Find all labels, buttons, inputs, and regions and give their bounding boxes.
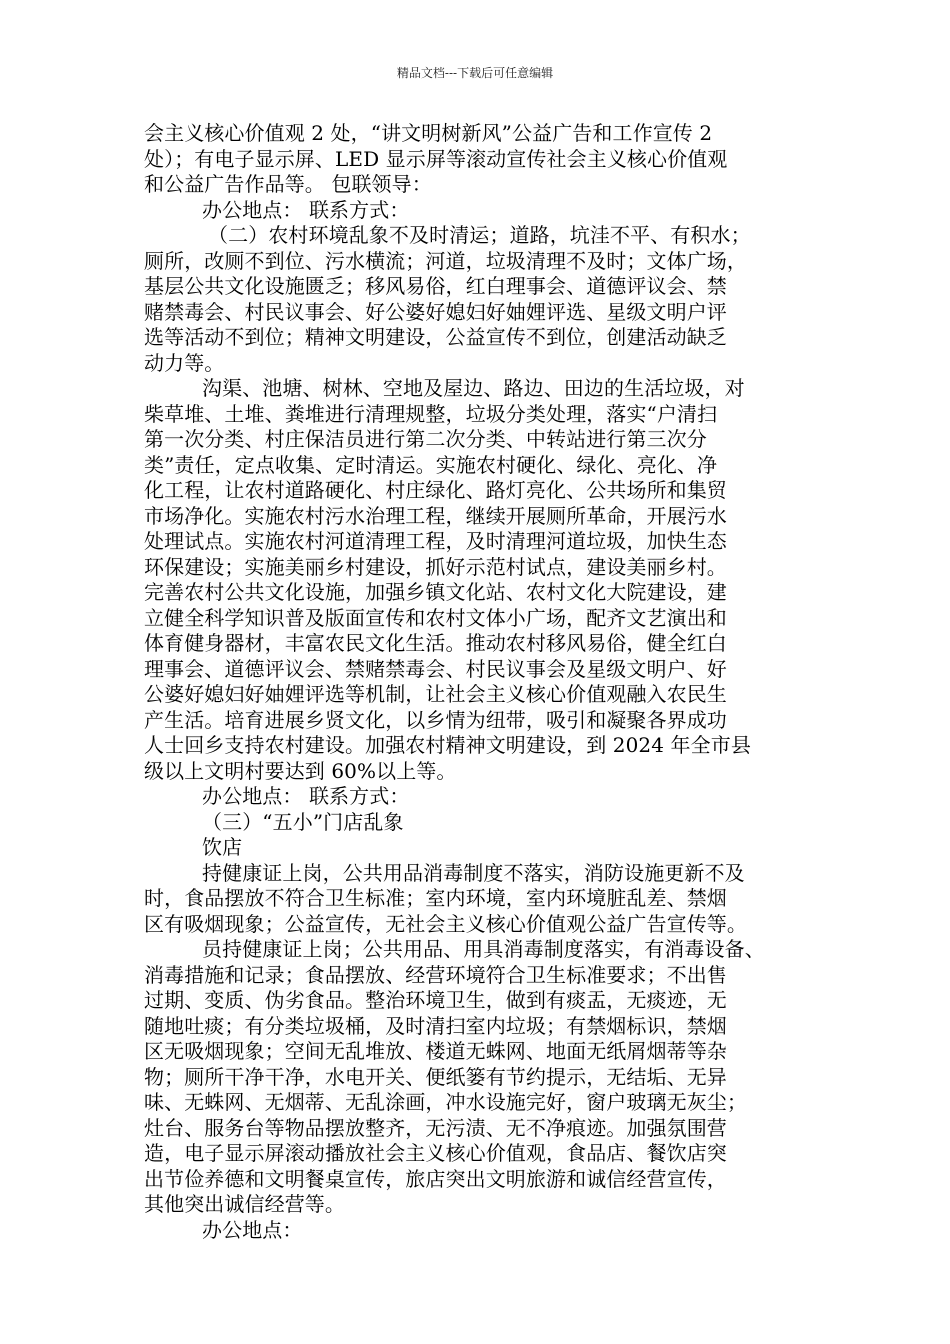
paragraph-start: 持健康证上岗，公共用品消毒制度不落实，消防设施更新不及 xyxy=(202,860,745,885)
text-line: 立健全科学知识普及版面宣传和农村文体小广场，配齐文艺演出和 xyxy=(144,605,727,630)
text-line: 区无吸烟现象；空间无乱堆放、楼道无蛛网、地面无纸屑烟蒂等杂 xyxy=(144,1039,727,1063)
document-body xyxy=(144,121,824,1243)
text-line: 人士回乡支持农村建设。加强农村精神文明建设，到 2024 年全市县 xyxy=(144,733,751,757)
text-line: 处理试点。实施农村河道清理工程，及时清理河道垃圾，加快生态 xyxy=(144,529,727,553)
office-contact-line: 办公地点： 联系方式： xyxy=(202,784,410,808)
text-line: 赌禁毒会、村民议事会、好公婆好媳妇好妯娌评选、星级文明户评 xyxy=(144,299,727,324)
text-line: 灶台、服务台等物品摆放整齐，无污渍、无不净痕迹。加强氛围营 xyxy=(144,1115,727,1140)
text-line: 完善农村公共文化设施，加强乡镇文化站、农村文化大院建设，建 xyxy=(144,580,727,604)
text-line: 体育健身器材，丰富农民文化生活。推动农村移风易俗，健全红白 xyxy=(144,631,727,655)
text-line: 环保建设；实施美丽乡村建设，抓好示范村试点，建设美丽乡村。 xyxy=(144,554,727,579)
text-line: 选等活动不到位；精神文明建设，公益宣传不到位，创建活动缺乏 xyxy=(144,325,727,349)
text-line: 市场净化。实施农村污水治理工程，继续开展厕所革命，开展污水 xyxy=(144,503,727,528)
office-contact-line: 办公地点： 联系方式： xyxy=(202,197,410,222)
text-line: 厕所，改厕不到位、污水横流；河道，垃圾清理不及时；文体广场， xyxy=(144,248,747,273)
text-line: 区有吸烟现象；公益宣传，无社会主义核心价值观公益广告宣传等。 xyxy=(144,911,747,936)
text-line: 产生活。培育进展乡贤文化，以乡情为纽带，吸引和凝聚各界成功 xyxy=(144,707,727,732)
text-line: 过期、变质、伪劣食品。整治环境卫生，做到有痰盂，无痰迹，无 xyxy=(144,988,727,1012)
text-line: 和公益广告作品等。 包联领导： xyxy=(144,172,432,196)
text-line: 柴草堆、土堆、粪堆进行清理规整，垃圾分类处理，落实“户清扫 xyxy=(144,401,718,426)
page-header: 精品文档---下载后可任意编辑 xyxy=(396,66,554,80)
office-location-line: 办公地点： xyxy=(202,1217,303,1242)
text-line: 级以上文明村要达到 60%以上等。 xyxy=(144,758,457,783)
text-line: 第一次分类、村庄保洁员进行第二次分类、中转站进行第三次分 xyxy=(144,427,707,451)
text-line: 基层公共文化设施匮乏；移风易俗，红白理事会、道德评议会、禁 xyxy=(144,274,727,298)
text-line: 处）；有电子显示屏、LED 显示屏等滚动宣传社会主义核心价值观 xyxy=(144,146,728,171)
text-line: 出节俭养德和文明餐桌宣传，旅店突出文明旅游和诚信经营宣传， xyxy=(144,1166,727,1191)
text-line: 其他突出诚信经营等。 xyxy=(144,1192,345,1216)
text-line: 时，食品摆放不符合卫生标准；室内环境，室内环境脏乱差、禁烟 xyxy=(144,886,727,910)
text-line: 随地吐痰；有分类垃圾桶，及时清扫室内垃圾；有禁烟标识，禁烟 xyxy=(144,1013,727,1038)
text-line: 类”责任，定点收集、定时清运。实施农村硬化、绿化、亮化、净 xyxy=(144,452,718,477)
text-line: 消毒措施和记录；食品摆放、经营环境符合卫生标准要求；不出售 xyxy=(144,962,727,987)
text-line: 味、无蛛网、无烟蒂、无乱涂画，冲水设施完好，窗户玻璃无灰尘； xyxy=(144,1090,747,1114)
paragraph-start: 沟渠、池塘、树林、空地及屋边、路边、田边的生活垃圾，对 xyxy=(202,376,745,400)
text-line: 公婆好媳妇好妯娌评选等机制，让社会主义核心价值观融入农民生 xyxy=(144,682,727,706)
text-line: 动力等。 xyxy=(144,350,225,375)
text-line: 理事会、道德评议会、禁赌禁毒会、村民议事会及星级文明户、好 xyxy=(144,656,727,681)
paragraph-start: 员持健康证上岗；公共用品、用具消毒制度落实，有消毒设备、 xyxy=(202,937,765,961)
text-line: 造，电子显示屏滚动播放社会主义核心价值观，食品店、餐饮店突 xyxy=(144,1141,727,1165)
text-line: 化工程，让农村道路硬化、村庄绿化、路灯亮化、公共场所和集贸 xyxy=(144,478,727,502)
section-heading-2: （二）农村环境乱象不及时清运；道路，坑洼不平、有积水； xyxy=(208,223,751,247)
section-heading-3: （三）“五小”门店乱象 xyxy=(202,809,404,834)
text-line: 会主义核心价值观 2 处，“讲文明树新风”公益广告和工作宣传 2 xyxy=(144,121,713,145)
subheading: 饮店 xyxy=(202,835,243,859)
text-line: 物；厕所干净干净，水电开关、便纸篓有节约提示，无结垢、无异 xyxy=(144,1064,727,1089)
